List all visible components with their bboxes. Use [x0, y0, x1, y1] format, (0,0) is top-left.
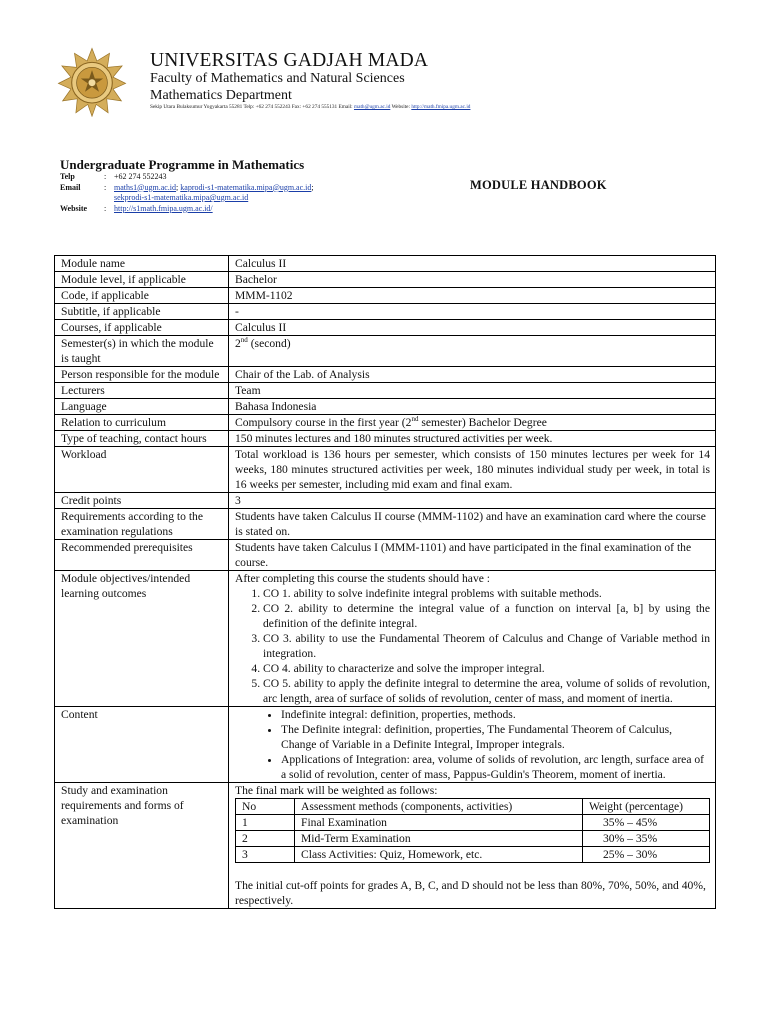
- assessment-weight: 35% – 45%: [583, 815, 710, 831]
- relation-text-b: semester) Bachelor Degree: [418, 416, 547, 429]
- email-separator: ;: [176, 182, 179, 192]
- table-row: [236, 847, 710, 863]
- row-label: Subtitle, if applicable: [55, 304, 229, 320]
- table-row: [55, 367, 716, 383]
- row-label: Lecturers: [55, 383, 229, 399]
- relation-text-a: Compulsory course in the first year (2: [235, 416, 412, 429]
- table-row: [55, 272, 716, 288]
- row-value: Calculus II: [229, 256, 716, 272]
- table-row: [55, 415, 716, 431]
- table-row: [236, 831, 710, 847]
- list-item: 1. CO 1. ability to solve indefinite integral problems with suitable methods.: [263, 586, 710, 601]
- table-row: [55, 304, 716, 320]
- assessment-table: [235, 798, 710, 863]
- row-value: Students have taken Calculus I (MMM-1101) and have participated in the final examination of the course.: [229, 540, 716, 571]
- row-label: Language: [55, 399, 229, 415]
- telp-colon: :: [104, 172, 107, 181]
- objectives-list: [235, 586, 710, 706]
- row-label: Study and examination requirements and forms of examination: [55, 783, 229, 909]
- assessment-no: 3: [236, 847, 295, 863]
- row-label: Type of teaching, contact hours: [55, 431, 229, 447]
- row-label: Credit points: [55, 493, 229, 509]
- faculty-name: Faculty of Mathematics and Natural Sciences: [150, 71, 405, 86]
- row-value: [229, 415, 716, 431]
- table-row: [55, 509, 716, 540]
- assessment-intro: The final mark will be weighted as follows:: [235, 784, 438, 797]
- row-value: [229, 707, 716, 783]
- row-label: Workload: [55, 447, 229, 493]
- assessment-header-row: [236, 799, 710, 815]
- table-row: [55, 447, 716, 493]
- table-row: [55, 256, 716, 272]
- table-row: [55, 336, 716, 367]
- row-value: Chair of the Lab. of Analysis: [229, 367, 716, 383]
- list-item: • Indefinite integral: definition, properties, methods.: [281, 707, 710, 722]
- assessment-no: 1: [236, 815, 295, 831]
- table-row: [55, 540, 716, 571]
- list-item: 4. CO 4. ability to characterize and solve the improper integral.: [263, 661, 710, 676]
- email-link-sekprodi[interactable]: sekprodi-s1-matematika.mipa@ugm.ac.id: [114, 193, 249, 202]
- semester-ordinal: nd: [240, 336, 248, 345]
- assessment-method: Final Examination: [295, 815, 583, 831]
- row-value: Bachelor: [229, 272, 716, 288]
- table-row: [55, 571, 716, 707]
- objectives-intro: After completing this course the students should have :: [235, 572, 491, 585]
- table-row: [55, 707, 716, 783]
- semester-number: 2: [235, 337, 241, 350]
- email-colon: :: [104, 182, 107, 192]
- table-row: [55, 493, 716, 509]
- row-label: Module name: [55, 256, 229, 272]
- row-value: Team: [229, 383, 716, 399]
- list-item: 3. CO 3. ability to use the Fundamental Theorem of Calculus and Change of Variable method in integration.: [263, 631, 710, 661]
- website-label: Website: [60, 203, 88, 213]
- university-seal-logo: [57, 47, 127, 117]
- address-email-link[interactable]: math@ugm.ac.id: [353, 104, 391, 110]
- row-label: Semester(s) in which the module is taught: [55, 336, 229, 367]
- assessment-no: 2: [236, 831, 295, 847]
- row-label: Requirements according to the examination regulations: [55, 509, 229, 540]
- row-label: Code, if applicable: [55, 288, 229, 304]
- university-name: UNIVERSITAS GADJAH MADA: [150, 50, 429, 71]
- row-label: Relation to curriculum: [55, 415, 229, 431]
- programme-contact: [60, 172, 314, 214]
- row-value: MMM-1102: [229, 288, 716, 304]
- table-row: [55, 399, 716, 415]
- email-link-kaprodi[interactable]: kaprodi-s1-matematika.mipa@ugm.ac.id: [180, 182, 312, 192]
- row-value: 150 minutes lectures and 180 minutes structured activities per week.: [229, 431, 716, 447]
- row-value: [229, 783, 716, 909]
- table-row: [55, 783, 716, 909]
- assessment-header-weight: Weight (percentage): [583, 799, 710, 815]
- department-name: Mathematics Department: [150, 88, 292, 103]
- row-label: Module objectives/intended learning outcomes: [55, 571, 229, 707]
- programme-website-link[interactable]: http://s1math.fmipa.ugm.ac.id/: [114, 203, 213, 213]
- assessment-header-method: Assessment methods (components, activities): [295, 799, 583, 815]
- row-value: Total workload is 136 hours per semester, which consists of 150 minutes lectures per week for 14 weeks, 180 minutes structured activities per week, 180 minutes individual study per week, in total is 16 weeks per semester, including mid exam and final exam.: [229, 447, 716, 493]
- table-row: [236, 815, 710, 831]
- row-value: Students have taken Calculus II course (MMM-1102) and have an examination card where the course is stated on.: [229, 509, 716, 540]
- address-text: Sekip Utara Bulaksumur Yogyakarta 55281 Telp: +62 274 552243 Fax: +62 274 555131 Email:: [150, 104, 353, 110]
- row-value: Calculus II: [229, 320, 716, 336]
- list-item: • Applications of Integration: area, volume of solids of revolution, arc length, surface area of a solid of revolution, center of mass, Pappus-Guldin's Theorem, moment of inertia.: [281, 752, 710, 782]
- row-value: [229, 336, 716, 367]
- row-value: Bahasa Indonesia: [229, 399, 716, 415]
- table-row: [55, 431, 716, 447]
- email-separator: ;: [311, 182, 314, 192]
- letterhead-address: [150, 104, 470, 110]
- row-value: [229, 571, 716, 707]
- telp-label: Telp: [60, 172, 75, 181]
- relation-ordinal: nd: [411, 415, 419, 424]
- programme-title: Undergraduate Programme in Mathematics: [60, 157, 305, 172]
- module-handbook-title: MODULE HANDBOOK: [470, 178, 607, 192]
- assessment-method: Mid-Term Examination: [295, 831, 583, 847]
- row-label: Content: [55, 707, 229, 783]
- list-item: 5. CO 5. ability to apply the definite integral to determine the area, volume of solids of revolution, arc length, area of surface of solids of revolution, center of mass, and moment of inertia.: [263, 676, 710, 706]
- address-website-label: Website:: [391, 104, 410, 110]
- website-colon: :: [104, 203, 107, 213]
- row-label: Person responsible for the module: [55, 367, 229, 383]
- list-item: • The Definite integral: definition, properties, The Fundamental Theorem of Calculus, Change of Variable in a Definite Integral, Improper integrals.: [281, 722, 710, 752]
- list-item: 2. CO 2. ability to determine the integral value of a function on interval [a, b] by using the definition of the definite integral.: [263, 601, 710, 631]
- email-label: Email: [60, 182, 81, 192]
- row-value: -: [229, 304, 716, 320]
- address-website-link[interactable]: http://math.fmipa.ugm.ac.id: [411, 104, 471, 110]
- grade-cutoff-note: The initial cut-off points for grades A, B, C, and D should not be less than 80%, 70%, 50%, and 40%, respectively.: [235, 879, 706, 907]
- assessment-weight: 25% – 30%: [583, 847, 710, 863]
- row-label: Module level, if applicable: [55, 272, 229, 288]
- telp-value: +62 274 552243: [114, 172, 167, 181]
- content-list: [235, 707, 710, 782]
- table-row: [55, 320, 716, 336]
- assessment-method: Class Activities: Quiz, Homework, etc.: [295, 847, 583, 863]
- row-value: 3: [229, 493, 716, 509]
- table-row: [55, 288, 716, 304]
- table-row: [55, 383, 716, 399]
- email-link-maths1[interactable]: maths1@ugm.ac.id: [114, 182, 177, 192]
- module-table: [54, 255, 716, 909]
- row-label: Recommended prerequisites: [55, 540, 229, 571]
- row-label: Courses, if applicable: [55, 320, 229, 336]
- assessment-header-no: No: [236, 799, 295, 815]
- assessment-weight: 30% – 35%: [583, 831, 710, 847]
- semester-text: (second): [247, 337, 291, 350]
